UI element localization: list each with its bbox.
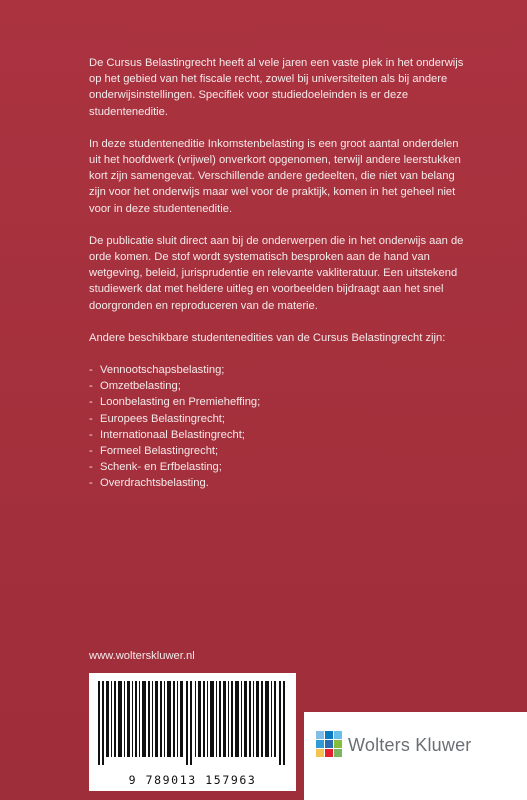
paragraph-other-editions: Andere beschikbare studentenedities van de Cursus Belastingrecht zijn: bbox=[89, 331, 446, 344]
barcode bbox=[89, 673, 296, 791]
list-item: - Schenk- en Erfbelasting; bbox=[89, 459, 467, 475]
barcode-bars-icon bbox=[98, 681, 287, 765]
wolters-kluwer-logo-icon bbox=[316, 731, 342, 757]
list-item: - Loonbelasting en Premieheffing; bbox=[89, 394, 467, 410]
website-url: www.wolterskluwer.nl bbox=[89, 650, 195, 662]
list-item: - Overdrachtsbelasting. bbox=[89, 475, 467, 491]
paragraph-intro: De Cursus Belastingrecht heeft al vele jaren een vaste plek in het onderwijs op het gebied van het fiscale recht, zowel bij universiteiten als bij andere onderwijsinstellingen. Specifiek voor studiedoeleinden is er deze studenteneditie. bbox=[89, 57, 464, 118]
editions-list bbox=[89, 362, 467, 492]
list-item: - Vennootschapsbelasting; bbox=[89, 362, 467, 378]
publisher-logo bbox=[304, 712, 527, 800]
list-item: - Internationaal Belastingrecht; bbox=[89, 427, 467, 443]
list-item: - Europees Belastingrecht; bbox=[89, 411, 467, 427]
blurb bbox=[89, 55, 467, 492]
paragraph-publication: De publicatie sluit direct aan bij de onderwerpen die in het onderwijs aan de orde komen. De stof wordt systematisch besproken aan de hand van wetgeving, beleid, jurisprudentie en relevante vakliteratuur. Een uitstekend studiewerk dat met heldere uitleg en voorbeelden bijdraagt aan het snel doorgronden en reproduceren van de materie. bbox=[89, 234, 464, 312]
list-item: - Formeel Belastingrecht; bbox=[89, 443, 467, 459]
isbn-number: 9 789013 157963 bbox=[128, 773, 257, 787]
publisher-name: Wolters Kluwer bbox=[348, 735, 472, 755]
list-item: - Omzetbelasting; bbox=[89, 378, 467, 394]
paragraph-edition: In deze studenteneditie Inkomstenbelasting is een groot aantal onderdelen uit het hoofdwerk (vrijwel) onverkort opgenomen, terwijl andere leerstukken kort zijn samengevat. Verschillende andere gedeelten, die niet van belang zijn voor het onderwijs maar wel voor de praktijk, komen in het geheel niet voor in deze studenteneditie. bbox=[89, 137, 461, 215]
